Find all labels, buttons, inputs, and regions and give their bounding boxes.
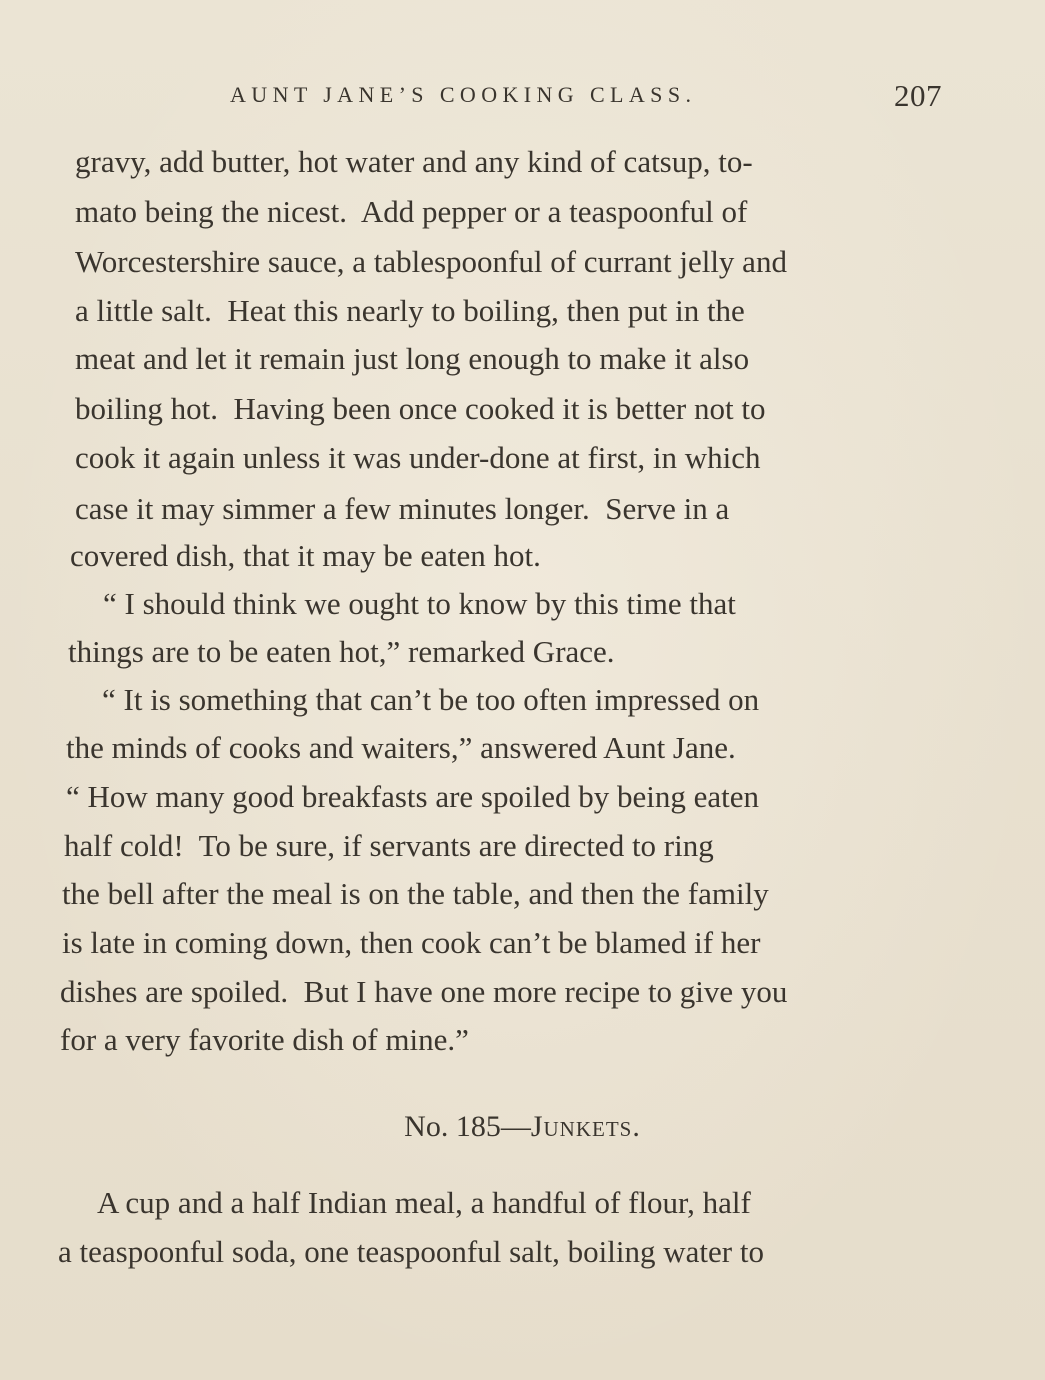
text-line: meat and let it remain just long enough to make it also <box>75 341 750 376</box>
text-line: boiling hot. Having been once cooked it is better not to <box>75 391 766 426</box>
running-head <box>230 78 942 114</box>
text-line: A cup and a half Indian meal, a handful of flour, half <box>97 1185 751 1220</box>
text-line: covered dish, that it may be eaten hot. <box>70 538 541 573</box>
text-line: a teaspoonful soda, one teaspoonful salt, boiling water to <box>58 1234 764 1269</box>
recipe-name: Junkets. <box>530 1110 641 1143</box>
text-line: “ I should think we ought to know by this time that <box>103 586 736 621</box>
text-line: things are to be eaten hot,” remarked Grace. <box>68 634 615 669</box>
text-line: case it may simmer a few minutes longer. Serve in a <box>75 491 730 526</box>
text-line: “ It is something that can’t be too often impressed on <box>102 682 760 717</box>
text-line: “ How many good breakfasts are spoiled by being eaten <box>66 779 759 814</box>
text-line: a little salt. Heat this nearly to boiling, then put in the <box>75 293 745 328</box>
text-line: the minds of cooks and waiters,” answered Aunt Jane. <box>66 730 736 765</box>
text-line: gravy, add butter, hot water and any kind of catsup, to- <box>75 144 753 179</box>
text-line: the bell after the meal is on the table, and then the family <box>62 876 769 911</box>
text-line: Worcestershire sauce, a tablespoonful of currant jelly and <box>75 244 787 279</box>
running-title: AUNT JANE’S COOKING CLASS. <box>230 82 697 107</box>
text-line: dishes are spoiled. But I have one more recipe to give you <box>60 974 788 1009</box>
text-line: mato being the nicest. Add pepper or a teaspoonful of <box>75 194 748 229</box>
text-line: for a very favorite dish of mine.” <box>60 1022 469 1057</box>
text-line: half cold! To be sure, if servants are directed to ring <box>64 828 714 863</box>
recipe-heading <box>0 1107 1045 1147</box>
text-line: cook it again unless it was under-done at first, in which <box>75 440 761 475</box>
text-line: is late in coming down, then cook can’t be blamed if her <box>62 925 761 960</box>
recipe-number: No. 185— <box>404 1110 531 1143</box>
page-number: 207 <box>894 78 942 113</box>
